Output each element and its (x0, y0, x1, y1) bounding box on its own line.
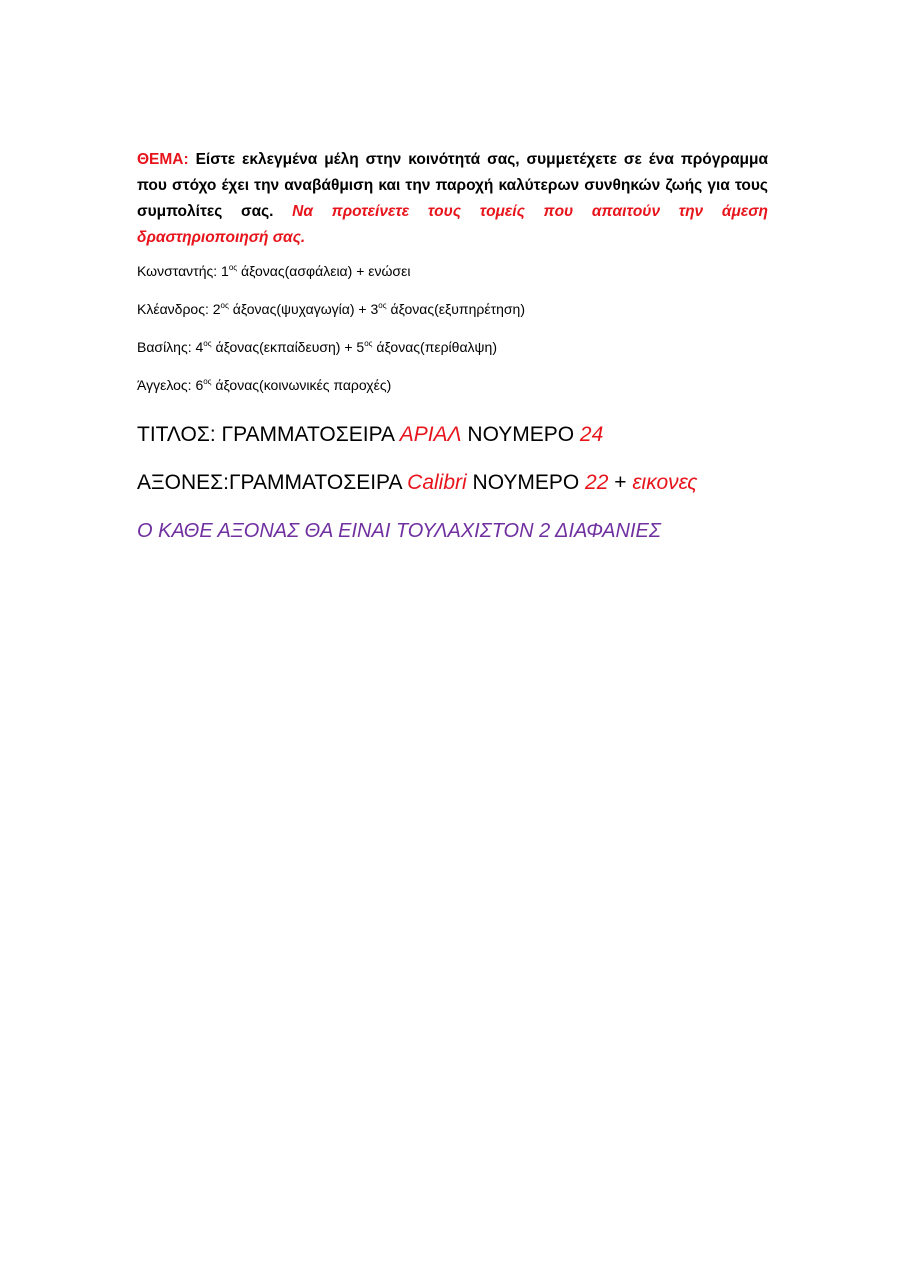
axis-number: 5 (356, 339, 365, 355)
axis-number: 3 (370, 301, 379, 317)
axis-text: άξονας(εξυπηρέτηση) (386, 301, 525, 317)
document-body (137, 147, 768, 545)
instruction-middle: ΝΟΥΜΕΡΟ (461, 423, 580, 446)
theme-label: ΘΕΜΑ: (137, 151, 189, 168)
assignment-line (137, 261, 768, 281)
instruction-prefix: ΑΞΟΝΕΣ:ΓΡΑΜΜΑΤΟΣΕΙΡΑ (137, 471, 408, 494)
font-name: ΑΡΙΑΛ (399, 423, 462, 446)
axis-text: άξονας(ψυχαγωγία) + (228, 301, 371, 317)
axis-number: 4 (195, 339, 204, 355)
axis-number: 1 (221, 263, 229, 279)
images-note: εικονες (632, 471, 698, 494)
ordinal-suffix: ος (220, 301, 229, 310)
theme-emphasis: Να προτείνετε τους τομείς που απαιτούν την άμεση δραστηριοποιησή σας. (137, 203, 769, 246)
plus-sign: + (608, 471, 633, 494)
assignment-line (137, 337, 768, 357)
ordinal-suffix: ος (364, 339, 373, 348)
ordinal-suffix: ος (228, 263, 238, 272)
theme-text: Είστε εκλεγμένα μέλη στην κοινότητά σας, συμμετέχετε σε ένα πρόγραμμα που στόχο έχει την αναβάθμιση και την παροχή καλύτερων συνθηκών ζωής για τους συμπολίτες σας. (137, 151, 768, 220)
assignment-name: Βασίλης: (137, 339, 196, 355)
ordinal-suffix: ος (203, 339, 212, 348)
assignment-line (137, 299, 768, 319)
ordinal-suffix: ος (378, 301, 387, 310)
instruction-middle: ΝΟΥΜΕΡΟ (466, 471, 586, 494)
axis-text: άξονας(κοινωνικές παροχές) (211, 377, 392, 393)
axis-text: άξονας(εκπαίδευση) + (211, 339, 357, 355)
axes-font-instruction (137, 469, 768, 497)
font-size-number: 22 (585, 471, 609, 494)
theme-paragraph (137, 147, 768, 251)
assignment-line (137, 375, 768, 395)
title-font-instruction (137, 421, 768, 449)
instruction-prefix: ΤΙΤΛΟΣ: ΓΡΑΜΜΑΤΟΣΕΙΡΑ (137, 423, 400, 446)
slides-requirement-note: Ο ΚΑΘΕ ΑΞΟΝΑΣ ΘΑ ΕΙΝΑΙ ΤΟΥΛΑΧΙΣΤΟΝ 2 ΔΙΑΦΑΝΙΕΣ (137, 520, 661, 542)
ordinal-suffix: ος (203, 377, 212, 386)
assignment-name: Κλέανδρος: (137, 301, 213, 317)
axis-text: άξονας(ασφάλεια) + ενώσει (237, 263, 411, 279)
assignment-name: Κωνσταντής: (137, 263, 222, 279)
assignment-name: Άγγελος: (137, 377, 196, 393)
axis-text: άξονας(περίθαλψη) (372, 339, 497, 355)
font-name: Calibri (407, 471, 467, 494)
axis-number: 6 (195, 377, 204, 393)
font-size-number: 24 (579, 423, 604, 446)
axis-number: 2 (212, 301, 221, 317)
